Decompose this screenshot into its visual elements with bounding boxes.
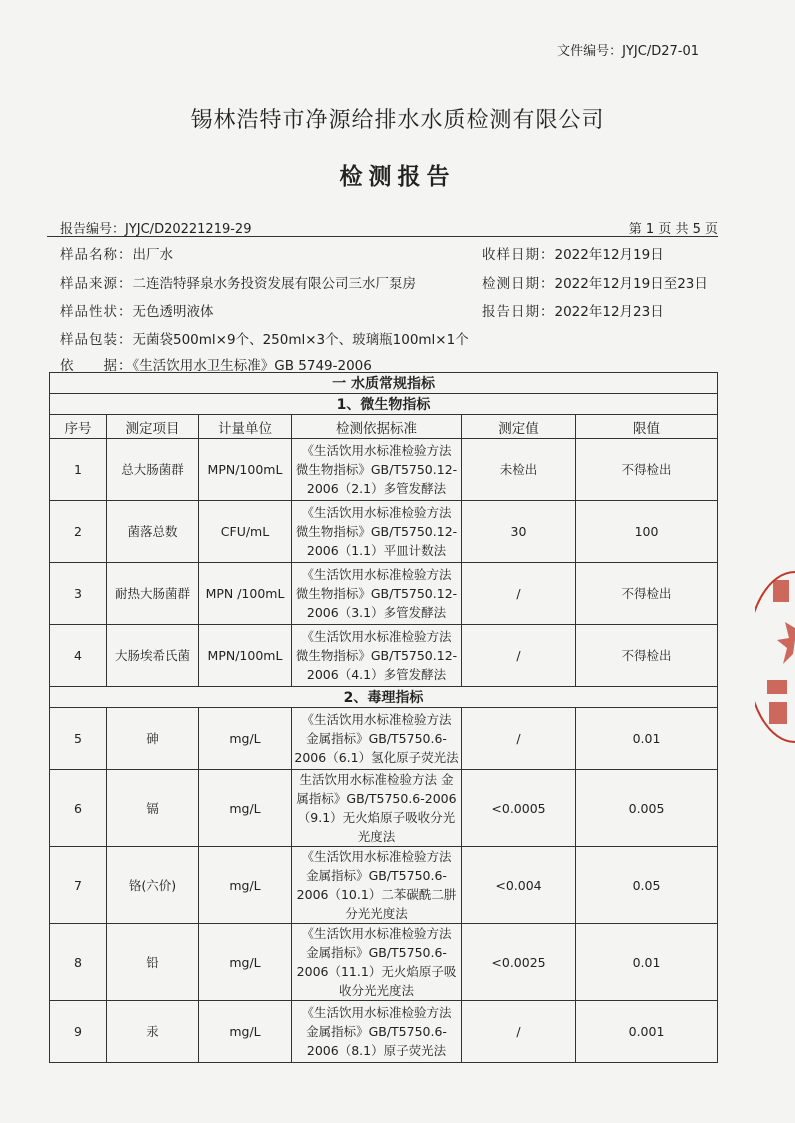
item-name: 菌落总数 — [107, 501, 199, 563]
item-name: 大肠埃希氏菌 — [107, 625, 199, 687]
results-table — [49, 372, 718, 1063]
unit: MPN/100mL — [199, 625, 292, 687]
table-row — [50, 708, 718, 770]
test-date — [482, 272, 708, 292]
report-number: 报告编号：JYJC/D20221219-29 — [60, 222, 252, 237]
item-name: 总大肠菌群 — [107, 439, 199, 501]
report-date-value: 2022年12月23日 — [554, 304, 664, 320]
unit: mg/L — [199, 770, 292, 847]
table-row — [50, 924, 718, 1001]
unit: MPN/100mL — [199, 439, 292, 501]
sample-name-value: 出厂水 — [132, 247, 173, 263]
limit-value: 不得检出 — [576, 563, 718, 625]
sample-name — [60, 243, 173, 263]
method: 生活饮用水标准检验方法 金属指标》GB/T5750.6-2006（9.1）无火焰原子吸收分光光度法 — [292, 770, 462, 847]
company-name: 锡林浩特市净源给排水水质检测有限公司 — [190, 108, 605, 133]
measured-value: 30 — [462, 501, 576, 563]
sample-nature — [60, 300, 214, 320]
row-number: 2 — [50, 501, 107, 563]
table-row — [50, 625, 718, 687]
column-header: 检测依据标准 — [292, 415, 462, 439]
source-value: 二连浩特驿泉水务投资发展有限公司三水厂泵房 — [132, 276, 416, 292]
unit: MPN /100mL — [199, 563, 292, 625]
subsection-header — [50, 687, 718, 708]
column-header: 限值 — [576, 415, 718, 439]
test-date-value: 2022年12月19日至23日 — [554, 276, 708, 292]
column-header: 计量单位 — [199, 415, 292, 439]
official-seal-stamp — [755, 570, 795, 745]
source-label: 样品来源： — [60, 276, 133, 292]
column-header: 序号 — [50, 415, 107, 439]
method: 《生活饮用水标准检验方法 金属指标》GB/T5750.6-2006（6.1）氢化原子荧光法 — [292, 708, 462, 770]
limit-value: 0.001 — [576, 1001, 718, 1063]
basis — [60, 354, 372, 374]
method: 《生活饮用水标准检验方法 金属指标》GB/T5750.6-2006（10.1）二苯碳酰二肼分光光度法 — [292, 847, 462, 924]
row-number: 3 — [50, 563, 107, 625]
measured-value: / — [462, 1001, 576, 1063]
table-row — [50, 501, 718, 563]
row-number: 6 — [50, 770, 107, 847]
report-date — [482, 300, 664, 320]
item-name: 铬(六价) — [107, 847, 199, 924]
limit-value: 0.05 — [576, 847, 718, 924]
unit: mg/L — [199, 1001, 292, 1063]
nature-label: 样品性状： — [60, 304, 133, 320]
method: 《生活饮用水标准检验方法 微生物指标》GB/T5750.12-2006（4.1）多管发酵法 — [292, 625, 462, 687]
section-title: 一 水质常规指标 — [50, 373, 718, 394]
table-row — [50, 1001, 718, 1063]
unit: mg/L — [199, 924, 292, 1001]
measured-value: / — [462, 625, 576, 687]
received-date — [482, 243, 664, 263]
unit: mg/L — [199, 847, 292, 924]
item-name: 耐热大肠菌群 — [107, 563, 199, 625]
limit-value: 0.01 — [576, 708, 718, 770]
received-value: 2022年12月19日 — [554, 247, 664, 263]
row-number: 9 — [50, 1001, 107, 1063]
limit-value: 不得检出 — [576, 625, 718, 687]
limit-value: 0.005 — [576, 770, 718, 847]
basis-label: 依 据： — [60, 358, 133, 374]
measured-value: / — [462, 563, 576, 625]
measured-value: <0.004 — [462, 847, 576, 924]
item-name: 砷 — [107, 708, 199, 770]
page-info: 第 1 页 共 5 页 — [628, 222, 718, 237]
file-number: 文件编号：JYJC/D27-01 — [557, 44, 699, 59]
package-label: 样品包装： — [60, 332, 133, 348]
table-row — [50, 563, 718, 625]
method: 《生活饮用水标准检验方法 微生物指标》GB/T5750.12-2006（2.1）多管发酵法 — [292, 439, 462, 501]
item-name: 铅 — [107, 924, 199, 1001]
method: 《生活饮用水标准检验方法 金属指标》GB/T5750.6-2006（8.1）原子荧光法 — [292, 1001, 462, 1063]
row-number: 7 — [50, 847, 107, 924]
section-header — [50, 373, 718, 394]
item-name: 镉 — [107, 770, 199, 847]
method: 《生活饮用水标准检验方法 微生物指标》GB/T5750.12-2006（3.1）多管发酵法 — [292, 563, 462, 625]
sample-name-label: 样品名称： — [60, 247, 133, 263]
measured-value: <0.0005 — [462, 770, 576, 847]
seal-marks — [767, 580, 795, 724]
report-date-label: 报告日期： — [482, 304, 555, 320]
item-name: 汞 — [107, 1001, 199, 1063]
measured-value: <0.0025 — [462, 924, 576, 1001]
subsection-title-micro: 1、微生物指标 — [50, 394, 718, 415]
column-header: 测定项目 — [107, 415, 199, 439]
row-number: 5 — [50, 708, 107, 770]
row-number: 1 — [50, 439, 107, 501]
sample-package — [60, 328, 469, 348]
measured-value: 未检出 — [462, 439, 576, 501]
limit-value: 0.01 — [576, 924, 718, 1001]
test-date-label: 检测日期： — [482, 276, 555, 292]
header-divider — [47, 236, 718, 237]
unit: mg/L — [199, 708, 292, 770]
table-row — [50, 439, 718, 501]
package-value: 无菌袋500ml×9个、250ml×3个、玻璃瓶100ml×1个 — [132, 332, 469, 348]
table-row — [50, 770, 718, 847]
sample-source — [60, 272, 416, 292]
row-number: 4 — [50, 625, 107, 687]
column-header-row — [50, 415, 718, 439]
method: 《生活饮用水标准检验方法 微生物指标》GB/T5750.12-2006（1.1）平皿计数法 — [292, 501, 462, 563]
limit-value: 不得检出 — [576, 439, 718, 501]
limit-value: 100 — [576, 501, 718, 563]
unit: CFU/mL — [199, 501, 292, 563]
subsection-title-tox: 2、毒理指标 — [50, 687, 718, 708]
received-label: 收样日期： — [482, 247, 555, 263]
method: 《生活饮用水标准检验方法 金属指标》GB/T5750.6-2006（11.1）无火焰原子吸收分光光度法 — [292, 924, 462, 1001]
nature-value: 无色透明液体 — [132, 304, 214, 320]
report-title: 检测报告 — [339, 164, 456, 190]
report-meta — [60, 218, 718, 237]
column-header: 测定值 — [462, 415, 576, 439]
measured-value: / — [462, 708, 576, 770]
basis-value: 《生活饮用水卫生标准》GB 5749-2006 — [132, 358, 372, 374]
subsection-header — [50, 394, 718, 415]
row-number: 8 — [50, 924, 107, 1001]
table-row — [50, 847, 718, 924]
